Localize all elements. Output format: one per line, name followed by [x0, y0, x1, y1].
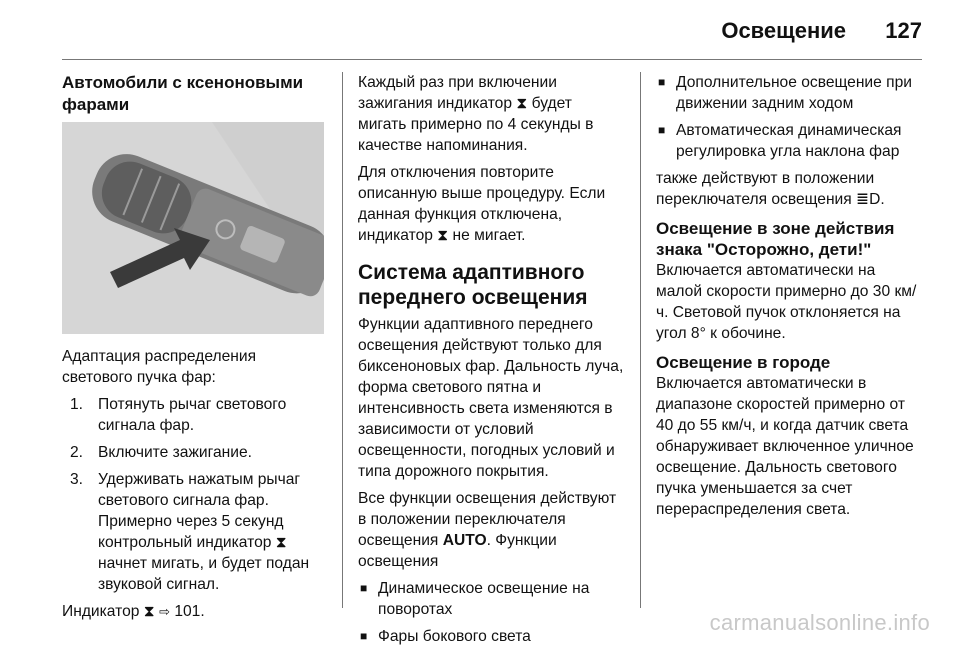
page-header: [62, 14, 922, 48]
paragraph: Для отключения повторите описанную выше процедуру. Если данная функция отключена, индикатор ⧗ не мигает.: [358, 164, 606, 244]
list-item: ■ Дополнительное освещение при движении задним ходом: [658, 74, 912, 112]
list-item: ■ Динамическое освещение на поворотах: [360, 580, 590, 618]
paragraph: Все функции освещения действуют в положении переключателя освещения AUTO. Функции освещения: [358, 490, 617, 570]
reference-page-link[interactable]: 101.: [174, 603, 205, 620]
header-rule: [62, 59, 922, 60]
bullet-icon: ■: [658, 75, 666, 89]
column-left: [62, 72, 328, 628]
auto-label: AUTO: [442, 532, 487, 549]
section-heading-afl: Система адаптивного переднего освещения: [358, 261, 588, 309]
paragraph: также действуют в положении переключателя освещения ≣D.: [656, 170, 885, 208]
page-title: Освещение: [721, 18, 846, 43]
functions-list: [358, 578, 624, 647]
bullet-icon: ■: [658, 123, 666, 137]
intro-text: Адаптация распределения светового пучка фар:: [62, 348, 257, 386]
light-stalk-image: [62, 122, 324, 334]
section-heading-children: Освещение в зоне действия знака "Осторожно, дети!": [656, 219, 895, 259]
section-heading-town: Освещение в городе: [656, 353, 831, 372]
bullet-icon: ■: [360, 581, 368, 595]
paragraph: Функции адаптивного переднего освещения действуют только для биксеноновых фар. Дальность луча, форма светового пятна и интенсивность света изменяются в зависимости от условий освещенности, погодных условий и типа дорожного покрытия.: [358, 316, 624, 480]
page-reference-arrow-icon: ⇨: [159, 604, 170, 619]
list-item: 3. Удерживать нажатым рычаг светового сигнала фар. Примерно через 5 секунд контрольный индикатор ⧗ начнет мигать, и будет подан звуковой сигнал.: [70, 471, 310, 593]
paragraph: Включается автоматически в диапазоне скоростей примерно от 40 до 55 км/ч, и когда датчик света обнаруживает включенное уличное освещение. Дальность светового пучка уменьшается за счет перераспределения света.: [656, 375, 914, 518]
watermark: carmanualsonline.info: [709, 610, 930, 635]
functions-list-continued: [656, 72, 924, 162]
paragraph: Включается автоматически на малой скорости примерно до 30 км/ч. Световой пучок отклоняется на угол 8° к обочине.: [656, 262, 917, 342]
list-item: ■ Фары бокового света: [360, 628, 531, 645]
stalk-illustration: [62, 122, 324, 334]
paragraph: Каждый раз при включении зажигания индикатор ⧗ будет мигать примерно по 4 секунды в качестве напоминания.: [358, 74, 594, 154]
list-item: 1. Потянуть рычаг светового сигнала фар.: [70, 396, 287, 434]
section-heading-xenon: Автомобили с ксеноновыми фарами: [62, 73, 304, 114]
bullet-icon: ■: [360, 629, 368, 643]
column-divider: [640, 72, 641, 608]
list-item: 2. Включите зажигание.: [70, 444, 252, 461]
steps-list: [62, 394, 328, 595]
column-divider: [342, 72, 343, 608]
column-middle: [358, 72, 624, 653]
column-right: [656, 72, 924, 526]
page-number: 127: [885, 18, 922, 43]
list-item: ■ Автоматическая динамическая регулировка угла наклона фар: [658, 122, 902, 160]
indicator-reference: Индикатор ⧗ ⇨ 101.: [62, 603, 205, 620]
